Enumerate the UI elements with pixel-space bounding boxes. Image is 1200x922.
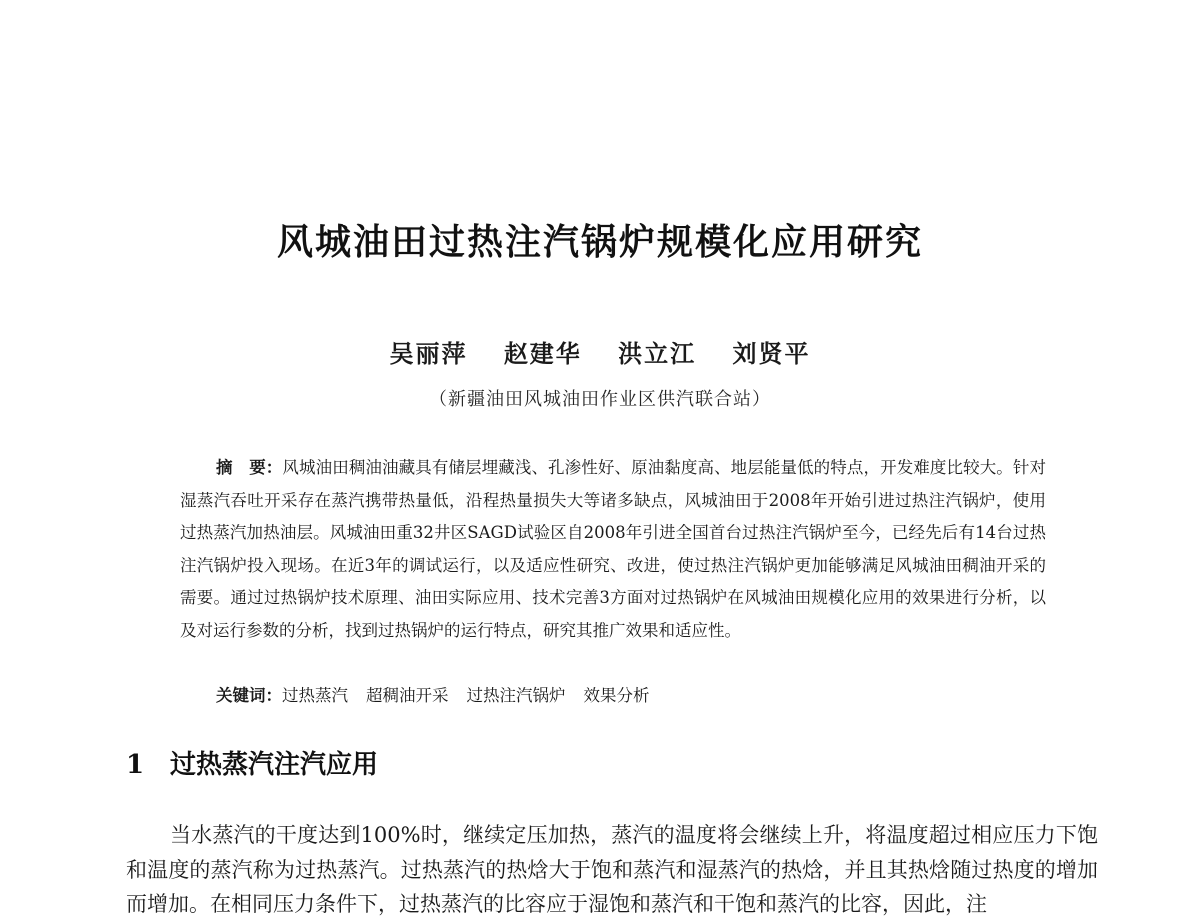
abstract-label: 摘 要： [216,458,283,477]
keyword-item: 效果分析 [583,686,650,705]
keywords-label: 关键词： [216,686,282,705]
section-title: 过热蒸汽注汽应用 [170,750,379,780]
keyword-item: 超稠油开采 [366,686,449,705]
author-name: 洪立江 [618,339,697,368]
keyword-item: 过热蒸汽 [282,686,348,705]
keyword-item: 过热注汽锅炉 [466,686,566,705]
paper-title: 风城油田过热注汽锅炉规模化应用研究 [276,222,923,263]
section-heading [126,744,378,781]
abstract-block [180,452,1046,647]
author-name: 赵建华 [503,339,582,368]
section-number: 1 [126,750,145,780]
keywords-block [216,681,668,711]
author-affiliation: （新疆油田风城油田作业区供汽联合站） [429,389,771,410]
author-name: 刘贤平 [732,339,811,368]
abstract-text: 风城油田稠油油藏具有储层埋藏浅、孔渗性好、原油黏度高、地层能量低的特点，开发难度比较大。针对湿蒸汽吞吐开采存在蒸汽携带热量低，沿程热量损失大等诸多缺点，风城油田于2008年开始引进过热注汽锅炉，使用过热蒸汽加热油层。风城油田重32井区SAGD试验区自2008年引进全国首台过热注汽锅炉至今，已经先后有14台过热注汽锅炉投入现场。在近3年的调试运行，以及适应性研究、改进，使过热注汽锅炉更加能够满足风城油田稠油开采的需要。通过过热锅炉技术原理、油田实际应用、技术完善3方面对过热锅炉在风城油田规模化应用的效果进行分析，以及对运行参数的分析，找到过热锅炉的运行特点，研究其推广效果和适应性。 [180,458,1047,640]
body-text [126,818,1098,922]
author-name: 吴丽萍 [389,339,468,368]
author-list [0,334,1200,369]
body-paragraph: 当水蒸汽的干度达到100%时，继续定压加热，蒸汽的温度将会继续上升，将温度超过相应压力下饱和温度的蒸汽称为过热蒸汽。过热蒸汽的热焓大于饱和蒸汽和湿蒸汽的热焓，并且其热焓随过热度的增加而增加。在相同压力条件下，过热蒸汽的比容应于湿饱和蒸汽和干饱和蒸汽的比容，因此，注 [126,823,1098,916]
